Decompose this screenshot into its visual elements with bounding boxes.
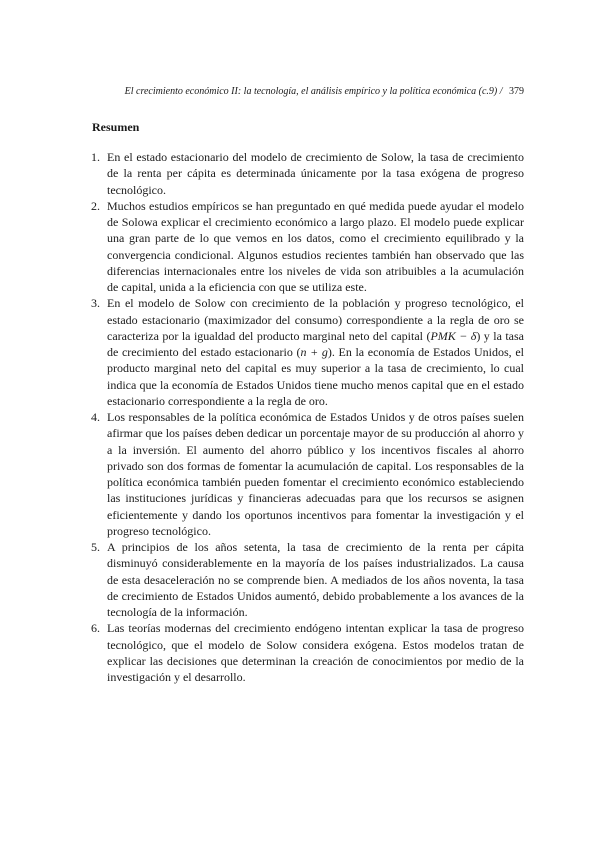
section-title: Resumen	[92, 120, 140, 134]
item-text: En el estado estacionario del modelo de crecimiento de Solow, la tasa de crecimiento de la renta per cápita es determinada únicamente por la tasa exógena de progreso tecnológico.	[107, 150, 524, 197]
running-header	[0, 86, 524, 97]
item-text	[107, 296, 524, 408]
item-text: A principios de los años setenta, la tasa de crecimiento de la renta per cápita disminuyó considerablemente en la mayoría de los países industrializados. La causa de esta desaceleración no se comprende bien. A mediados de los años noventa, la tasa de crecimiento de Estados Unidos aumentó, debido probablemente a los avances de la tecnología de la información.	[107, 540, 524, 619]
item-text: Muchos estudios empíricos se han preguntado en qué medida puede ayudar el modelo de Solowa explicar el crecimiento económico a largo plazo. El modelo puede explicar una gran parte de lo que vemos en los datos, como el crecimiento equilibrado y la convergencia condicional. Algunos estudios recientes también han observado que las diferencias internacionales entre los niveles de vida son atribuibles a la acumulación de capital, unida a la eficiencia con que se utiliza este.	[107, 198, 524, 294]
page-number: 379	[509, 86, 524, 97]
summary-item-6	[91, 620, 524, 685]
summary-list	[91, 149, 524, 685]
summary-item-3	[91, 295, 524, 409]
item-number: 3.	[91, 296, 100, 311]
formula-growth-rate: n + g	[300, 345, 328, 359]
summary-item-4	[91, 409, 524, 539]
item-number: 6.	[91, 621, 100, 636]
item-number: 4.	[91, 410, 100, 424]
item-number: 1.	[91, 150, 100, 164]
summary-item-5	[91, 539, 524, 620]
item-text: Las teorías modernas del crecimiento endógeno intentan explicar la tasa de progreso tecnológico, que el modelo de Solow considera exógena. Estos modelos tratan de explicar las decisiones que determinan la creación de conocimientos por medio de la investigación y el desarrollo.	[107, 621, 524, 684]
item-text: Los responsables de la política económica de Estados Unidos y de otros países suelen afirmar que los países deben dedicar un porcentaje mayor de su producción al ahorro y a la inversión. El aumento del ahorro público y los incentivos fiscales al ahorro privado son dos formas de fomentar la acumulación de capital. Los responsables de la política económica también pueden fomentar el crecimiento económico estableciendo las instituciones jurídicas y financieras adecuadas para que los recursos se asignen eficientemente y dando los oportunos incentivos para fomentar la investigación y el progreso tecnológico.	[107, 410, 524, 538]
formula-net-marginal-product: PMK − δ	[430, 328, 477, 343]
item-text-part: ). En la economía de Estados Unidos, el producto marginal neto del capital es muy superior a la tasa de crecimiento, lo cual indica que la economía de Estados Unidos tiene mucho menos capital que en el estado estacionario correspondiente a la regla de oro.	[107, 345, 524, 408]
summary-item-2	[91, 198, 524, 296]
header-separator: /	[499, 86, 503, 97]
item-number: 5.	[91, 540, 100, 554]
summary-item-1	[91, 149, 524, 198]
item-number: 2.	[91, 198, 100, 213]
running-title: El crecimiento económico II: la tecnología, el análisis empírico y la política económica (c.9)	[124, 86, 498, 97]
item-text-part: En el modelo de Solow con crecimiento de la población y progreso tecnológico, el estado estacionario (maximizador del consumo) correspondiente a la regla de oro se caracteriza por la igualdad del producto marginal neto del capital (	[107, 296, 524, 343]
item-text-part: ) y la tasa de crecimiento del estado estacionario (	[107, 328, 524, 359]
